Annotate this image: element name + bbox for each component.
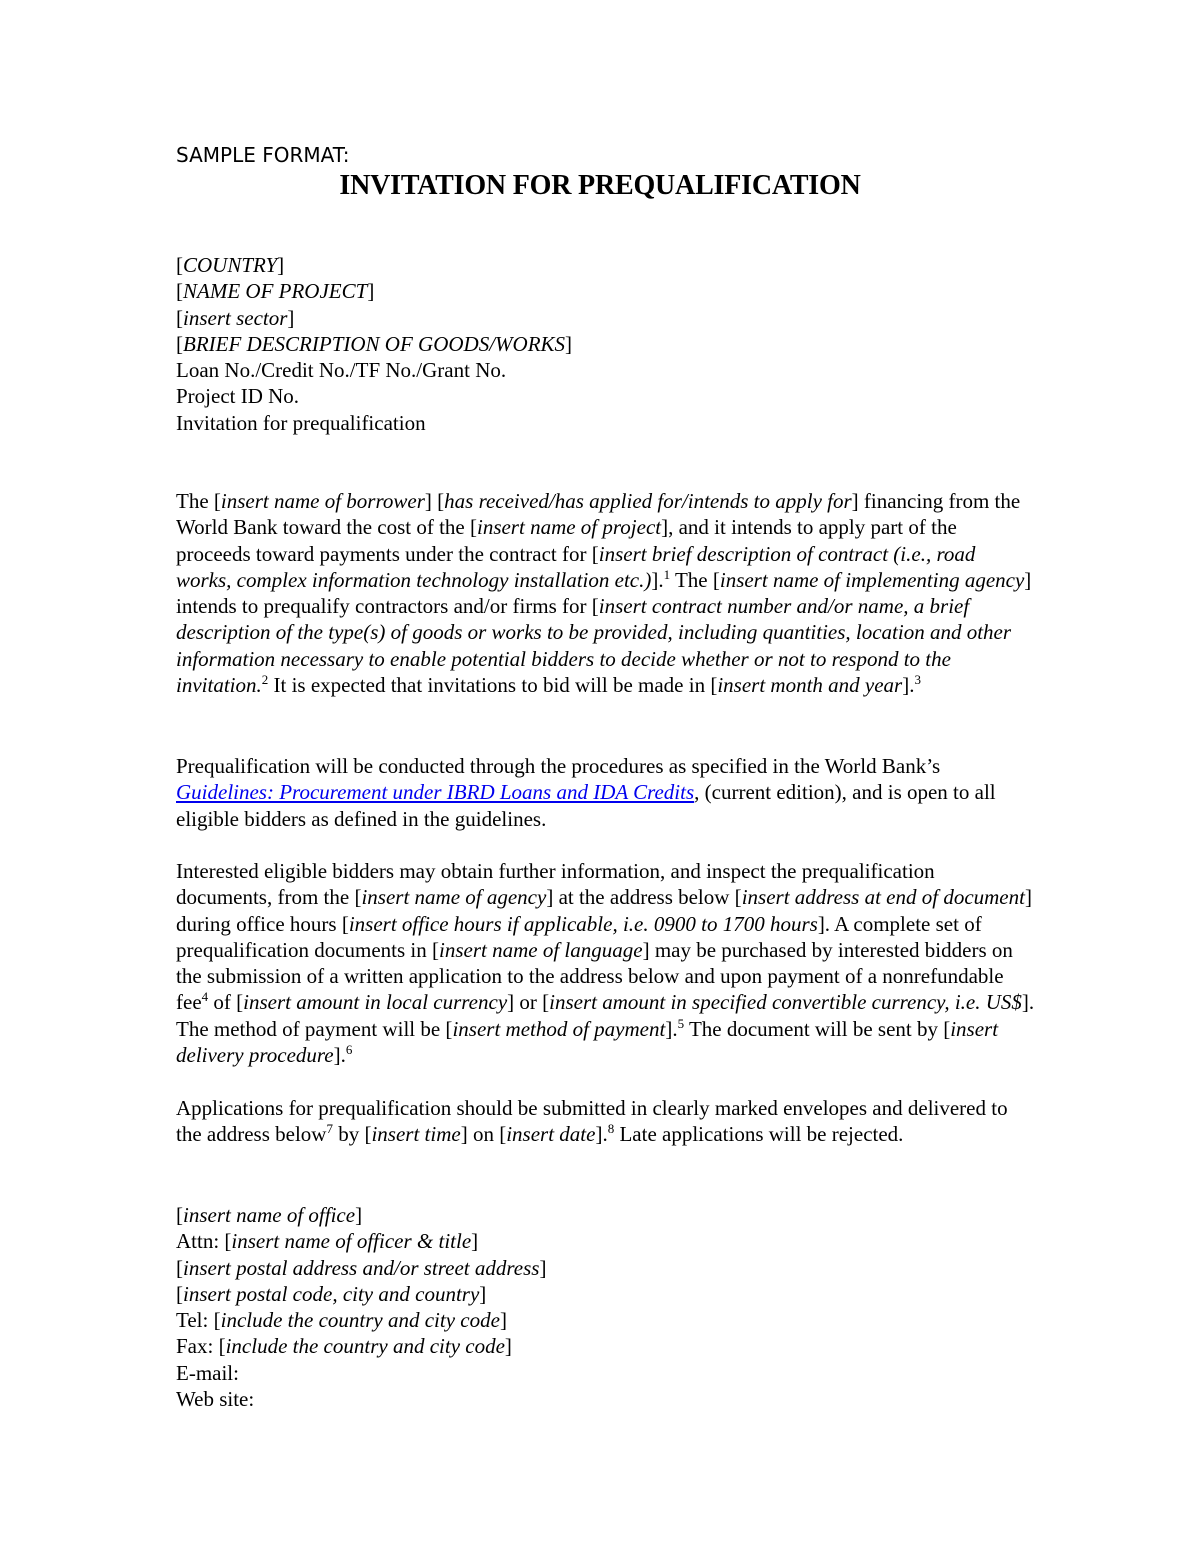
placeholder: insert time bbox=[371, 1122, 461, 1147]
placeholder: insert name of officer & title bbox=[231, 1229, 472, 1254]
footnote-ref: 2 bbox=[261, 672, 269, 688]
header-invitation: Invitation for prequalification bbox=[176, 410, 426, 435]
text: ]. bbox=[902, 673, 915, 698]
text: ]. bbox=[333, 1043, 346, 1068]
address-fax: Fax: [include the country and city code] bbox=[176, 1334, 512, 1359]
header-description: [BRIEF DESCRIPTION OF GOODS/WORKS] bbox=[176, 331, 573, 356]
text: ] or [ bbox=[507, 990, 550, 1015]
footnote-ref: 1 bbox=[663, 566, 671, 582]
footnote-ref: 8 bbox=[607, 1121, 615, 1137]
text: ] financing from the World Bank toward the cost of the [ bbox=[176, 489, 1021, 540]
sector-placeholder: insert sector bbox=[183, 305, 288, 330]
text: ]. A complete set of prequalification documents in [ bbox=[176, 911, 982, 962]
text: ] may be purchased by interested bidders on the submission of a written application to the address below and upon payment of a nonrefundable fee bbox=[176, 937, 1013, 1015]
address-attn: Attn: [insert name of officer & title] bbox=[176, 1229, 479, 1254]
text: The document will be sent by [ bbox=[684, 1016, 951, 1041]
placeholder: insert delivery procedure bbox=[176, 1016, 999, 1068]
address-postal: [insert postal address and/or street address] bbox=[176, 1255, 547, 1280]
text: ] [ bbox=[424, 489, 445, 513]
text: It is expected that invitations to bid will be made in [ bbox=[268, 673, 718, 698]
placeholder: insert method of payment bbox=[452, 1016, 666, 1041]
placeholder: insert month and year bbox=[717, 673, 903, 698]
header-sector: [insert sector] bbox=[176, 305, 295, 330]
placeholder: insert name of borrower bbox=[220, 489, 425, 513]
project-placeholder: NAME OF PROJECT bbox=[183, 279, 368, 304]
paragraph-applications bbox=[176, 1095, 1036, 1148]
footnote-ref: 5 bbox=[677, 1015, 685, 1031]
header-country: [COUNTRY] bbox=[176, 253, 285, 277]
placeholder: has received/has applied for/intends to apply for bbox=[444, 489, 852, 513]
placeholder: insert amount in specified convertible currency, i.e. US$ bbox=[549, 990, 1022, 1015]
text: The [ bbox=[670, 567, 720, 592]
placeholder: include the country and city code bbox=[220, 1308, 500, 1333]
paragraph-financing bbox=[176, 488, 1036, 698]
placeholder: insert address at end of document bbox=[741, 885, 1025, 910]
header-project-id: Project ID No. bbox=[176, 384, 300, 409]
text: Late applications will be rejected. bbox=[614, 1122, 904, 1147]
text: ] intends to prequalify contractors and/or firms for [ bbox=[176, 567, 1032, 619]
placeholder: insert date bbox=[506, 1122, 596, 1147]
paragraph-procedures bbox=[176, 753, 1036, 832]
footnote-ref: 3 bbox=[914, 672, 921, 688]
text: ]. The method of payment will be [ bbox=[176, 990, 1035, 1041]
header-loan-number: Loan No./Credit No./TF No./Grant No. bbox=[176, 358, 507, 383]
placeholder: include the country and city code bbox=[225, 1334, 505, 1359]
text: Prequalification will be conducted through the procedures as specified in the World Bank’s bbox=[176, 754, 941, 778]
guidelines-link[interactable]: Guidelines: Procurement under IBRD Loans and IDA Credits bbox=[176, 780, 695, 805]
text: of [ bbox=[208, 990, 244, 1015]
address-city: [insert postal code, city and country] bbox=[176, 1281, 487, 1306]
address-website: Web site: bbox=[176, 1387, 255, 1412]
placeholder: insert postal address and/or street address bbox=[183, 1255, 540, 1280]
placeholder: insert brief description of contract (i.e., road works, complex information technology installation etc.) bbox=[176, 541, 976, 592]
placeholder: insert contract number and/or name, a brief description of the type(s) of goods or works to be provided, including quantities, location and other information necessary to enable potential bidders to decide whether or not to respond to the invitation. bbox=[176, 594, 1012, 698]
text: Interested eligible bidders may obtain further information, and inspect the prequalification documents, from the [ bbox=[176, 859, 935, 910]
text: ]. bbox=[651, 567, 664, 592]
placeholder: insert name of language bbox=[439, 937, 643, 962]
description-placeholder: BRIEF DESCRIPTION OF GOODS/WORKS bbox=[183, 331, 566, 356]
text: ]. bbox=[665, 1016, 678, 1041]
text: ] at the address below [ bbox=[546, 885, 742, 910]
footnote-ref: 6 bbox=[345, 1042, 353, 1058]
text: ] on [ bbox=[460, 1122, 507, 1147]
placeholder: insert office hours if applicable, i.e. 0900 to 1700 hours bbox=[348, 911, 818, 936]
text: ], and it intends to apply part of the proceeds toward payments under the contract for [ bbox=[176, 515, 957, 566]
fax-label: Fax: bbox=[176, 1334, 219, 1359]
text: ] during office hours [ bbox=[176, 885, 1032, 936]
tel-label: Tel: bbox=[176, 1308, 214, 1333]
placeholder: insert name of implementing agency bbox=[719, 567, 1025, 592]
placeholder: insert amount in local currency bbox=[243, 990, 508, 1015]
address-email: E-mail: bbox=[176, 1360, 239, 1385]
attn-label: Attn: bbox=[176, 1229, 225, 1254]
placeholder: insert name of office bbox=[183, 1203, 356, 1227]
header-block bbox=[176, 252, 1024, 436]
header-project: [NAME OF PROJECT] bbox=[176, 279, 375, 304]
footnote-ref: 7 bbox=[326, 1121, 333, 1137]
sample-format-label: SAMPLE FORMAT: bbox=[176, 143, 350, 167]
address-office: [insert name of office] bbox=[176, 1203, 363, 1227]
address-block bbox=[176, 1202, 1024, 1412]
placeholder: insert name of agency bbox=[361, 885, 547, 910]
placeholder: insert name of project bbox=[476, 515, 662, 540]
paragraph-documents bbox=[176, 858, 1036, 1068]
text: by [ bbox=[332, 1122, 372, 1147]
text: The [ bbox=[176, 489, 221, 513]
country-placeholder: COUNTRY bbox=[183, 253, 278, 277]
footnote-ref: 4 bbox=[201, 989, 209, 1005]
document-title: INVITATION FOR PREQUALIFICATION bbox=[339, 170, 861, 201]
text: ]. bbox=[595, 1122, 608, 1147]
text: Applications for prequalification should be submitted in clearly marked envelopes and delivered to the address below bbox=[176, 1096, 1008, 1147]
text: , (current edition), and is open to all eligible bidders as defined in the guidelines. bbox=[176, 780, 996, 831]
address-tel: Tel: [include the country and city code] bbox=[176, 1308, 507, 1333]
placeholder: insert postal code, city and country bbox=[183, 1281, 480, 1306]
